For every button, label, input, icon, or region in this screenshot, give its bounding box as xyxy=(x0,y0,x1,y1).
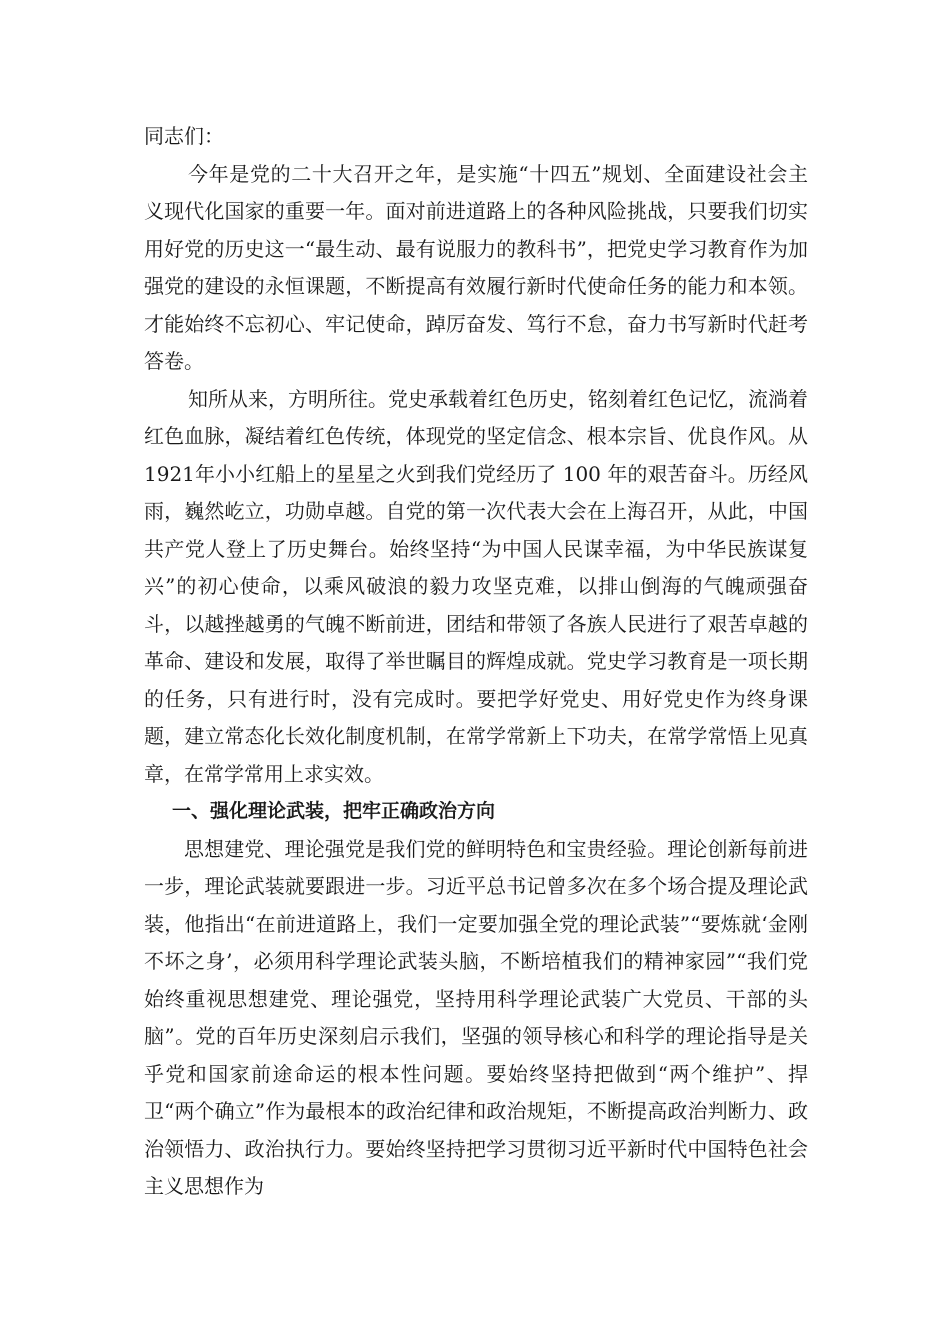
section-heading: 一、强化理论武装，把牢正确政治方向 xyxy=(172,800,496,822)
paragraph-history: 知所从来，方明所往。党史承载着红色历史，铭刻着红色记忆，流淌着红色血脉，凝结着红色传统，体现党的坚定信念、根本宗旨、优良作风。从 1921年小小红船上的星星之火到我们党经历了 100 年的艰苦奋斗。历经风雨，巍然屹立，功勋卓越。自党的第一次代表大会在上海召开，从此，中国共产党人登上了历史舞台。始终坚持“为中国人民谋幸福，为中华民族谋复兴”的初心使命，以乘风破浪的毅力攻坚克难，以排山倒海的气魄顽强奋斗，以越挫越勇的气魄不断前进，团结和带领了各族人民进行了艰苦卓越的革命、建设和发展，取得了举世瞩目的辉煌成就。党史学习教育是一项长期的任务，只有进行时，没有完成时。要把学好党史、用好党史作为终身课题，建立常态化长效化制度机制，在常学常新上下功夫，在常学常悟上见真章，在常学常用上求实效。 xyxy=(144,386,808,786)
paragraph-intro: 今年是党的二十大召开之年，是实施“十四五”规划、全面建设社会主义现代化国家的重要一年。面对前进道路上的各种风险挑战，只要我们切实用好党的历史这一“最生动、最有说服力的教科书”，把党史学习教育作为加强党的建设的永恒课题，不断提高有效履行新时代使命任务的能力和本领。才能始终不忘初心、牢记使命，踔厉奋发、笃行不怠，奋力书写新时代赶考答卷。 xyxy=(144,161,808,373)
paragraph-theory: 思想建党、理论强党是我们党的鲜明特色和宝贵经验。理论创新每前进一步，理论武装就要跟进一步。习近平总书记曾多次在多个场合提及理论武装，他指出“在前进道路上，我们一定要加强全党的理论武装”“要炼就‘金刚不坏之身’，必须用科学理论武装头脑，不断培植我们的精神家园”“我们党始终重视思想建党、理论强党，坚持用科学理论武装广大党员、干部的头脑”。党的百年历史深刻启示我们，坚强的领导核心和科学的理论指导是关乎党和国家前途命运的根本性问题。要始终坚持把做到“两个维护”、捍卫“两个确立”作为最根本的政治纪律和政治规矩，不断提高政治判断力、政治领悟力、政治执行力。要始终坚持把学习贯彻习近平新时代中国特色社会主义思想作为 xyxy=(144,836,808,1198)
document-body xyxy=(144,118,808,1206)
greeting: 同志们： xyxy=(144,124,224,148)
